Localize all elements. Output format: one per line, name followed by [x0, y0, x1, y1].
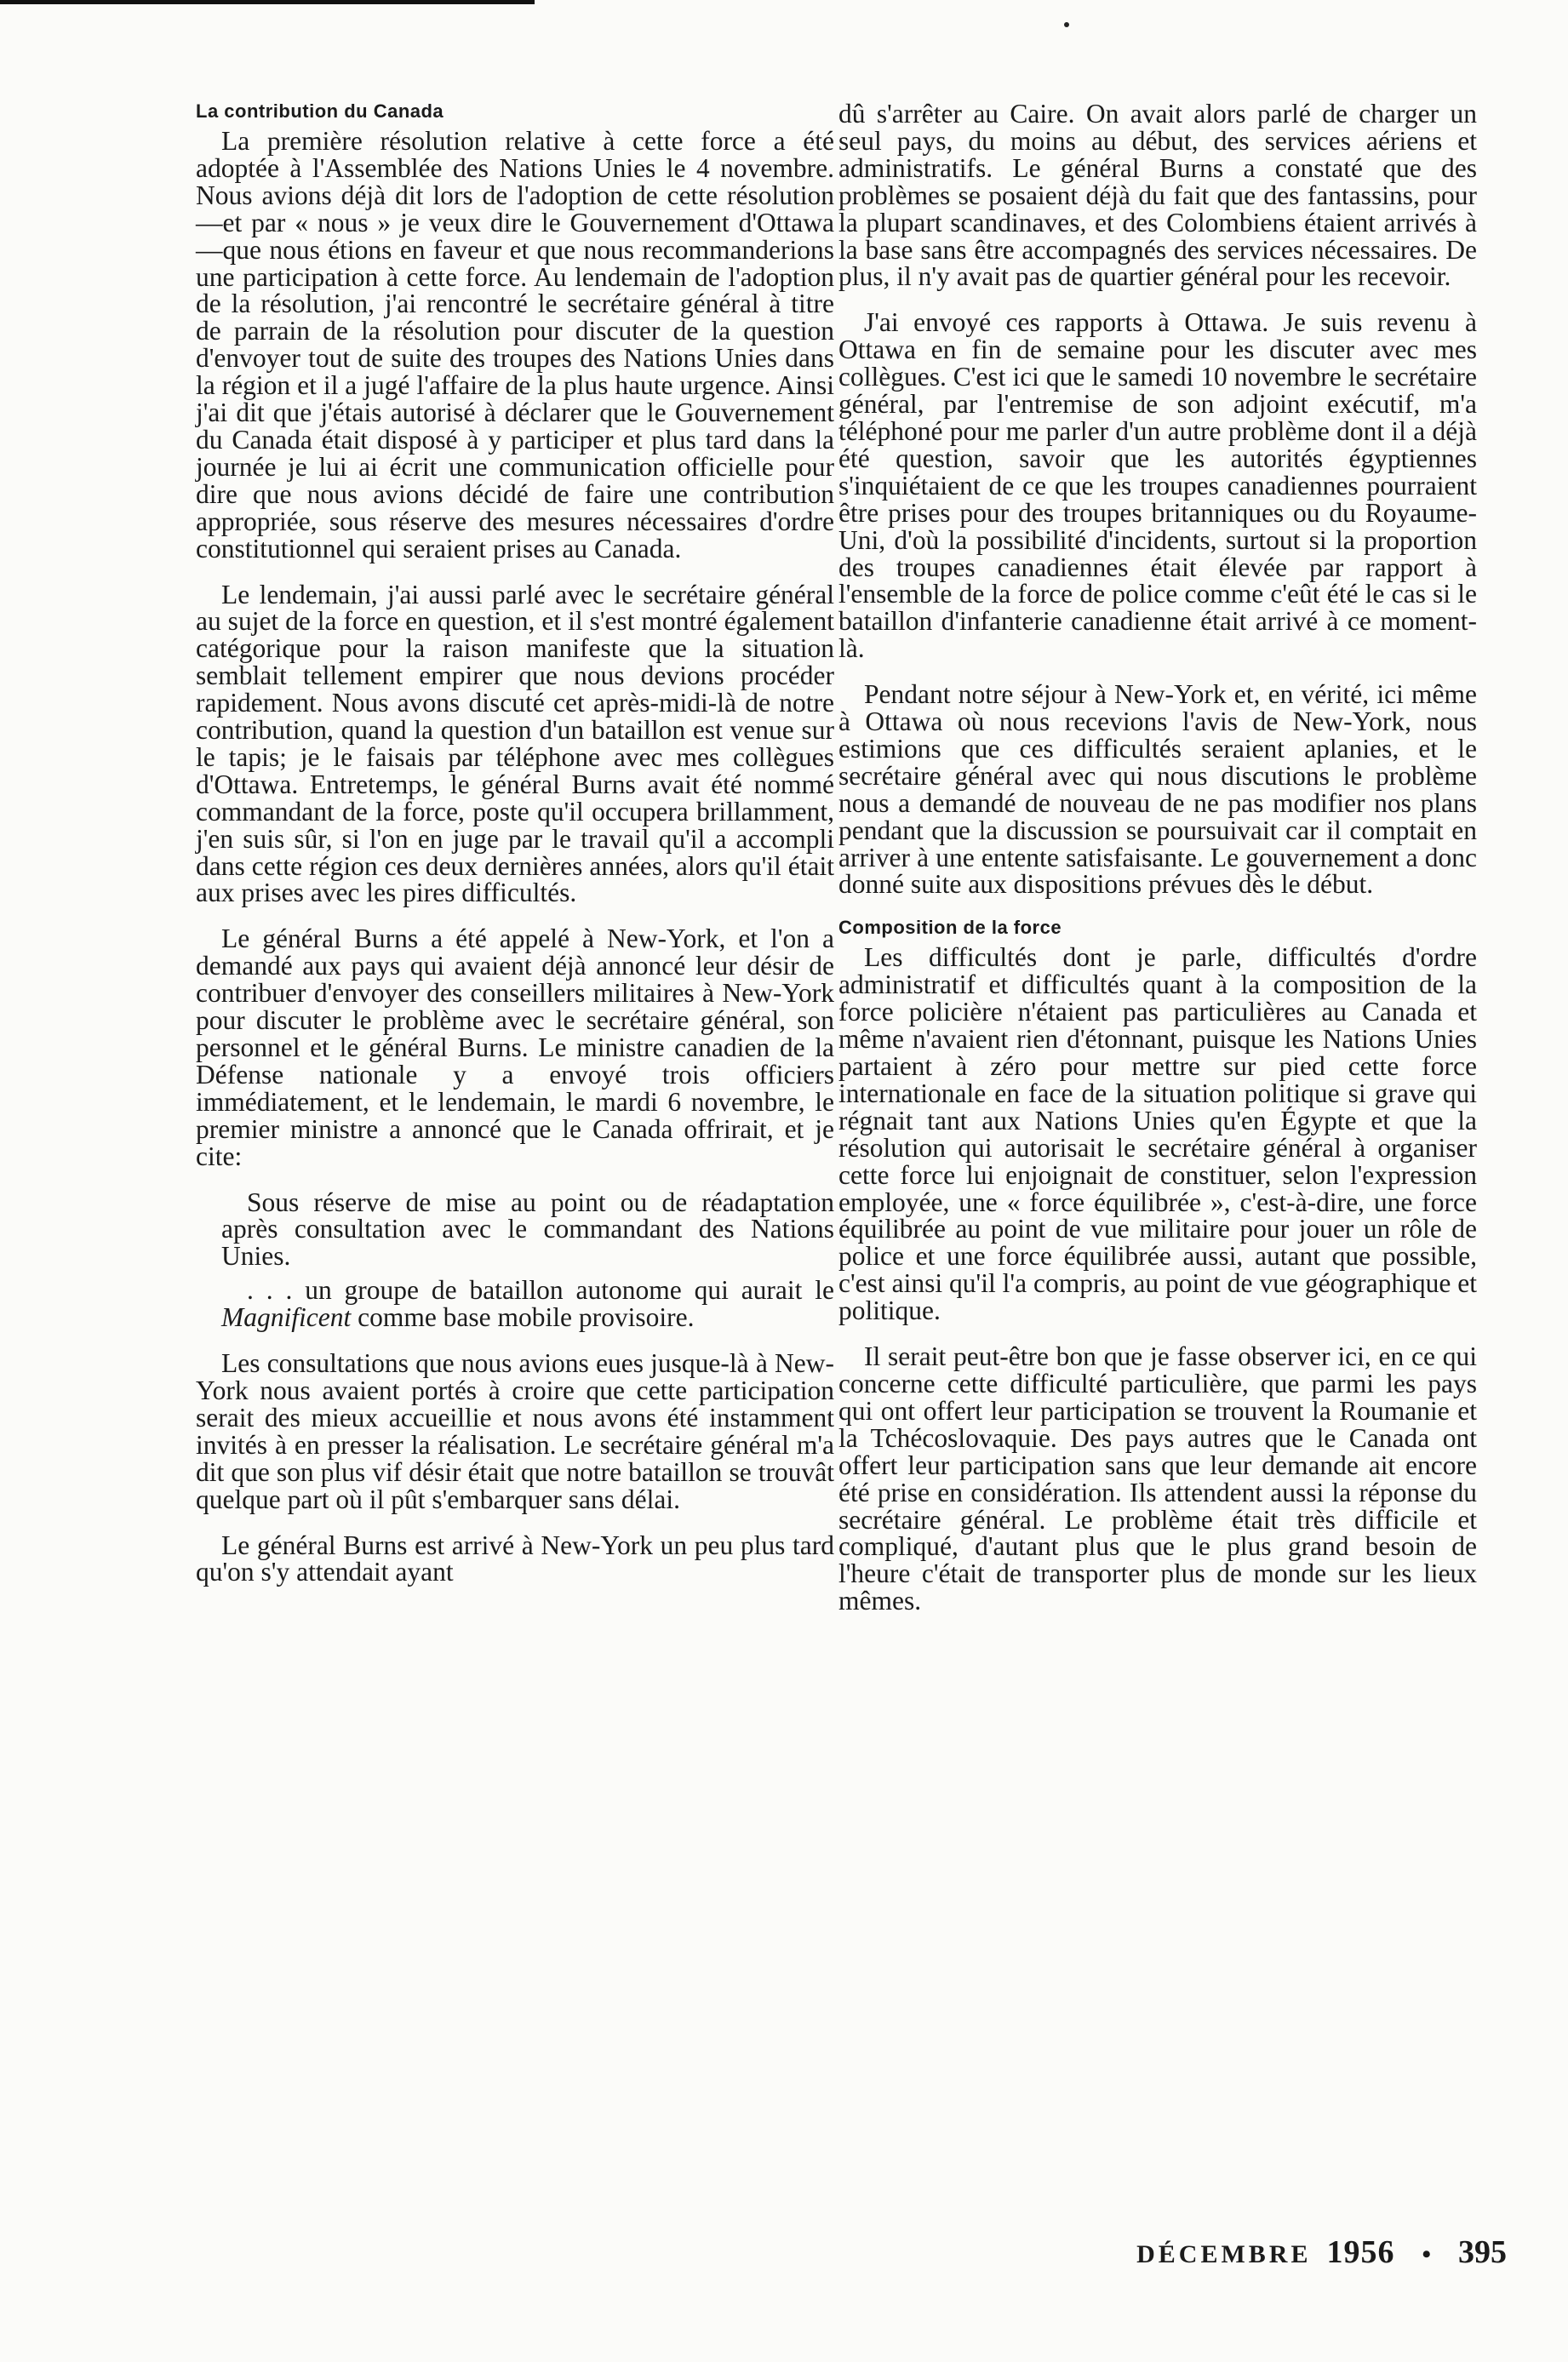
page-footer	[1136, 2233, 1507, 2271]
block-quote: Sous réserve de mise au point ou de réadaptation après consultation avec le commandant des Nations Unies.	[221, 1187, 834, 1272]
footer-month: DÉCEMBRE	[1136, 2240, 1312, 2268]
left-column	[196, 100, 834, 1604]
paragraph: Il serait peut-être bon que je fasse observer ici, en ce qui concerne cette difficulté particulière, que parmi les pays qui ont offert leur participation se trouvent la Roumanie et la Tchécoslovaquie. Des pays autres que le Canada ont offert leur participation sans que leur demande ait encore été prise en considération. Ils attendent aussi la réponse du secrétaire général. Le problème était très difficile et compliqué, d'autant plus que le plus grand besoin de l'heure c'était de transporter plus de monde sur les lieux mêmes.	[838, 1341, 1477, 1616]
quote-text: comme base mobile provisoire.	[351, 1302, 695, 1333]
paragraph: Le général Burns a été appelé à New-York, et l'on a demandé aux pays qui avaient déjà annoncé leur désir de contribuer d'envoyer des conseillers militaires à New-York pour discuter le problème avec le secrétaire général, son personnel et le général Burns. Le ministre canadien de la Défense nationale y a envoyé trois officiers immédiatement, et le lendemain, le mardi 6 novembre, le premier ministre a annoncé que le Canada offrirait, et je cite:	[196, 924, 834, 1171]
paragraph: Le lendemain, j'ai aussi parlé avec le secrétaire général au sujet de la force en question, et il s'est montré également catégorique pour la raison manifeste que la situation semblait tellement empirer que nous devions procéder rapidement. Nous avons discuté cet après-midi-là de notre contribution, quand la question d'un bataillon est venue sur le tapis; je le faisais par téléphone avec mes collègues d'Ottawa. Entretemps, le général Burns avait été nommé commandant de la force, poste qu'il occupera brillamment, j'en suis sûr, si l'on en juge par le travail qu'il a accompli dans cette région ces deux dernières années, alors qu'il était aux prises avec les pires difficultés.	[196, 579, 834, 908]
paragraph: Les difficultés dont je parle, difficultés d'ordre administratif et difficultés quant à la composition de la force policière n'étaient pas particulières au Canada et même n'avaient rien d'étonnant, puisque les Nations Unies partaient à zéro pour mettre sur pied cette force internationale en face de la situation politique si grave qui régnait tant aux Nations Unies qu'en Égypte et que la résolution qui autorisait le secrétaire général à organiser cette force lui enjoignait de constituer, selon l'expression employée, une « force équilibrée », c'est-à-dire, une force équilibrée au point de vue militaire pour jouer un rôle de police et une force équilibrée aussi, autant que possible, c'est ainsi qu'il l'a compris, au point de vue géographique et politique.	[838, 942, 1477, 1326]
footer-year: 1956	[1326, 2234, 1395, 2270]
section-heading-contribution: La contribution du Canada	[196, 100, 444, 122]
footer-separator: •	[1422, 2240, 1431, 2268]
top-rule	[0, 0, 535, 4]
paragraph: Le général Burns est arrivé à New-York un peu plus tard qu'on s'y attendait ayant	[196, 1530, 834, 1587]
paragraph: Pendant notre séjour à New-York et, en vérité, ici même à Ottawa où nous recevions l'avis de New-York, nous estimions que ces difficultés seraient aplanies, et le secrétaire général avec qui nous discutions le problème nous a demandé de nouveau de ne pas modifier nos plans pendant que la discussion se poursuivait car il comptait en arriver à une entente satisfaisante. Le gouvernement a donc donné suite aux dispositions prévues dès le début.	[838, 679, 1477, 900]
block-quote	[221, 1277, 834, 1331]
scan-speck	[1064, 22, 1069, 27]
quote-text: . . . un groupe de bataillon autonome qui aurait le	[247, 1275, 834, 1306]
paragraph: J'ai envoyé ces rapports à Ottawa. Je suis revenu à Ottawa en fin de semaine pour les discuter avec mes collègues. C'est ici que le samedi 10 novembre le secrétaire général, par l'entremise de son adjoint exécutif, m'a téléphoné pour me parler d'un autre problème dont il a déjà été question, savoir que les autorités égyptiennes s'inquiétaient de ce que les troupes canadiennes pourraient être prises pour des troupes britanniques ou du Royaume-Uni, d'où la possibilité d'incidents, surtout si la proportion des troupes canadiennes était élevée par rapport à l'ensemble de la force de police comme c'eût été le cas si le bataillon d'infanterie canadienne était arrivé à ce moment-là.	[838, 307, 1477, 664]
paragraph: Les consultations que nous avions eues jusque-là à New-York nous avaient portés à croire que cette participation serait des mieux accueillie et nous avons été instamment invités à en presser la réalisation. Le secrétaire général m'a dit que son plus vif désir était que notre bataillon se trouvât quelque part où il pût s'embarquer sans délai.	[196, 1348, 834, 1514]
page-number: 395	[1458, 2234, 1507, 2270]
ship-name: Magnificent	[221, 1302, 352, 1333]
section-heading-composition: Composition de la force	[838, 917, 1062, 939]
right-column	[838, 100, 1477, 1633]
paragraph-continued: dû s'arrêter au Caire. On avait alors parlé de charger un seul pays, du moins au début, des services aériens et administratifs. Le général Burns a constaté que des problèmes se posaient déjà du fait que des fantassins, pour la plupart scandinaves, et des Colombiens étaient arrivés à la base sans être accompagnés des services nécessaires. De plus, il n'y avait pas de quartier général pour les recevoir.	[838, 99, 1477, 292]
paragraph: La première résolution relative à cette force a été adoptée à l'Assemblée des Nations Unies le 4 novembre. Nous avions déjà dit lors de l'adoption de cette résolution—et par « nous » je veux dire le Gouvernement d'Ottawa—que nous étions en faveur et que nous recommanderions une participation à cette force. Au lendemain de l'adoption de la résolution, j'ai rencontré le secrétaire général à titre de parrain de la résolution pour discuter de la question d'envoyer tout de suite des troupes des Nations Unies dans la région et il a jugé l'affaire de la plus haute urgence. Ainsi j'ai dit que j'étais autorisé à déclarer que le Gouvernement du Canada était disposé à y participer et plus tard dans la journée je lui ai écrit une communication officielle pour dire que nous avions décidé de faire une contribution appropriée, sous réserve des mesures nécessaires d'ordre constitutionnel qui seraient prises au Canada.	[196, 126, 834, 563]
